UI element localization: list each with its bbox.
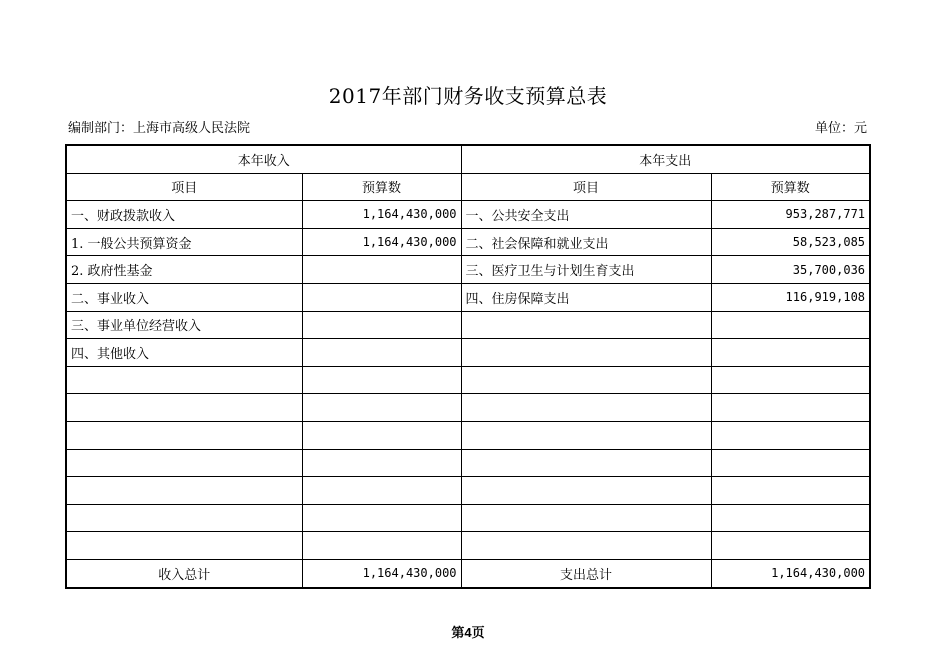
income-item-cell: 三、事业单位经营收入	[66, 311, 302, 339]
expense-item-header: 项目	[461, 173, 711, 201]
department-label: 编制部门：上海市高级人民法院	[68, 121, 251, 136]
table-row	[66, 421, 870, 449]
expense-amount-cell	[711, 532, 870, 560]
column-header-row	[66, 173, 870, 201]
income-amount-cell	[302, 311, 461, 339]
expense-total-label: 支出总计	[461, 559, 711, 587]
income-amount-cell	[302, 339, 461, 367]
income-amount-cell: 1,164,430,000	[302, 201, 461, 229]
table-row	[66, 228, 870, 256]
expense-amount-cell	[711, 421, 870, 449]
expense-item-cell	[461, 421, 711, 449]
table-row	[66, 532, 870, 560]
expense-amount-cell: 58,523,085	[711, 228, 870, 256]
income-amount-cell	[302, 477, 461, 505]
expense-amount-header: 预算数	[711, 173, 870, 201]
table-row	[66, 201, 870, 229]
table-row	[66, 477, 870, 505]
expense-amount-cell: 116,919,108	[711, 283, 870, 311]
expense-item-cell	[461, 311, 711, 339]
income-item-cell: 1. 一般公共预算资金	[66, 228, 302, 256]
table-row	[66, 256, 870, 284]
income-amount-cell	[302, 421, 461, 449]
income-item-cell	[66, 532, 302, 560]
income-amount-cell	[302, 256, 461, 284]
income-item-header: 项目	[66, 173, 302, 201]
income-total-amount: 1,164,430,000	[302, 559, 461, 587]
expense-amount-cell	[711, 366, 870, 394]
income-item-cell	[66, 449, 302, 477]
income-total-label: 收入总计	[66, 559, 302, 587]
expense-item-cell	[461, 449, 711, 477]
expense-item-cell: 一、公共安全支出	[461, 201, 711, 229]
table-row	[66, 283, 870, 311]
expense-item-cell: 四、住房保障支出	[461, 283, 711, 311]
income-amount-header: 预算数	[302, 173, 461, 201]
income-amount-cell	[302, 449, 461, 477]
expense-amount-cell	[711, 339, 870, 367]
group-header-row	[66, 145, 870, 173]
expense-amount-cell: 953,287,771	[711, 201, 870, 229]
income-amount-cell	[302, 532, 461, 560]
table-row	[66, 449, 870, 477]
page-title: 2017年部门财务收支预算总表	[328, 84, 608, 108]
income-item-cell: 2. 政府性基金	[66, 256, 302, 284]
income-item-cell: 四、其他收入	[66, 339, 302, 367]
expense-amount-cell: 35,700,036	[711, 256, 870, 284]
income-item-cell: 二、事业收入	[66, 283, 302, 311]
expense-amount-cell	[711, 449, 870, 477]
table-row	[66, 504, 870, 532]
expense-amount-cell	[711, 504, 870, 532]
unit-label: 单位：元	[814, 121, 867, 136]
income-item-cell	[66, 366, 302, 394]
income-amount-cell	[302, 366, 461, 394]
income-item-cell	[66, 394, 302, 422]
expense-amount-cell	[711, 394, 870, 422]
income-amount-cell: 1,164,430,000	[302, 228, 461, 256]
income-amount-cell	[302, 394, 461, 422]
totals-row	[66, 559, 870, 587]
income-item-cell	[66, 421, 302, 449]
expense-item-cell	[461, 366, 711, 394]
income-item-cell: 一、财政拨款收入	[66, 201, 302, 229]
budget-table	[65, 144, 871, 589]
table-row	[66, 311, 870, 339]
income-amount-cell	[302, 504, 461, 532]
income-item-cell	[66, 477, 302, 505]
table-row	[66, 339, 870, 367]
table-row	[66, 366, 870, 394]
expense-item-cell	[461, 477, 711, 505]
expense-amount-cell	[711, 477, 870, 505]
expense-group-header: 本年支出	[461, 145, 870, 173]
page-number: 第4页	[451, 625, 485, 640]
income-amount-cell	[302, 283, 461, 311]
expense-total-amount: 1,164,430,000	[711, 559, 870, 587]
expense-item-cell	[461, 504, 711, 532]
expense-item-cell	[461, 394, 711, 422]
expense-amount-cell	[711, 311, 870, 339]
income-group-header: 本年收入	[66, 145, 461, 173]
income-item-cell	[66, 504, 302, 532]
expense-item-cell	[461, 532, 711, 560]
expense-item-cell: 三、医疗卫生与计划生育支出	[461, 256, 711, 284]
expense-item-cell: 二、社会保障和就业支出	[461, 228, 711, 256]
table-row	[66, 394, 870, 422]
budget-table-body	[66, 145, 870, 588]
expense-item-cell	[461, 339, 711, 367]
